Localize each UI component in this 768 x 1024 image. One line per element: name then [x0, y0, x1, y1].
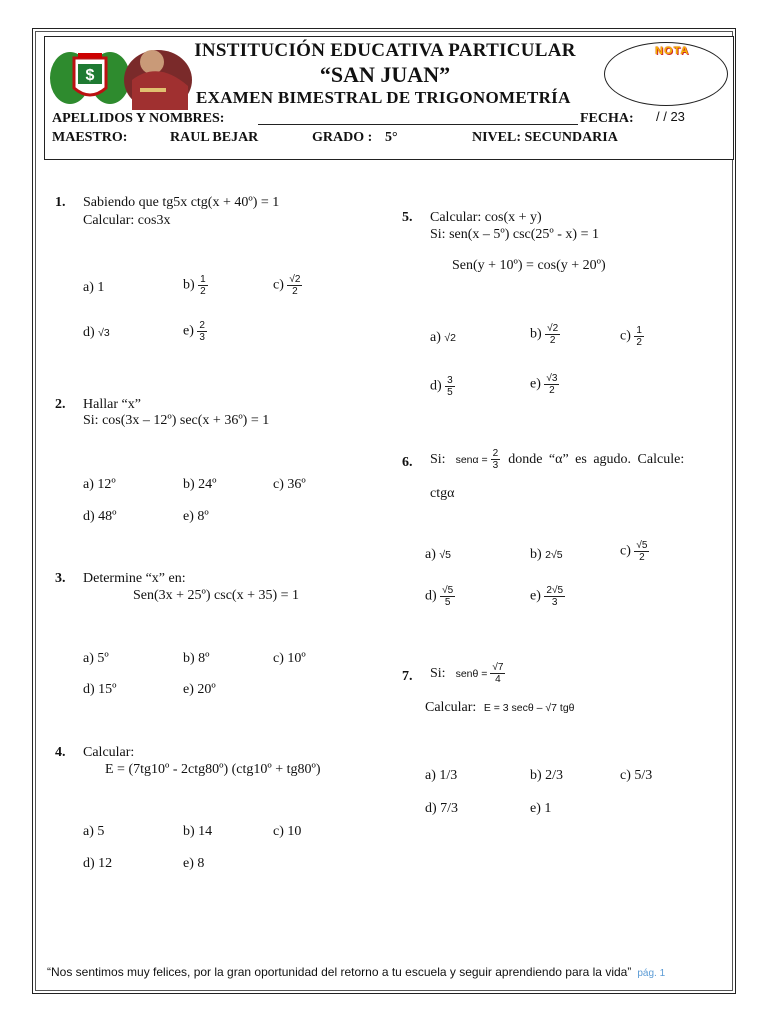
q1-option-e-label: e): [183, 323, 194, 339]
q5-b-numerator: √2: [547, 323, 559, 334]
q6-option-a[interactable]: [425, 547, 451, 563]
q6-option-c[interactable]: [620, 540, 649, 563]
q1-e-denominator: 3: [199, 332, 205, 343]
question-6-ask: ctgα: [430, 486, 455, 501]
q2-option-d[interactable]: d) 48º: [83, 509, 117, 524]
q6-numerator: 2: [492, 448, 499, 459]
q1-option-c[interactable]: [273, 274, 302, 297]
question-4-text: Calcular:: [83, 745, 135, 760]
question-6-number: 6.: [402, 455, 413, 470]
q7-expression: E = 3 secθ – √7 tgθ: [483, 702, 575, 714]
q2-option-c[interactable]: c) 36º: [273, 477, 306, 492]
question-3-equation: Sen(3x + 25º) csc(x + 35) = 1: [133, 588, 300, 603]
q6-option-e-label: e): [530, 588, 541, 604]
institution-title: INSTITUCIÓN EDUCATIVA PARTICULAR: [194, 40, 576, 61]
q1-option-d[interactable]: [83, 325, 110, 341]
q1-option-c-label: c): [273, 277, 284, 293]
q1-c-denominator: 2: [292, 286, 298, 297]
q5-option-a-value: √2: [444, 332, 456, 344]
q6-option-d[interactable]: [425, 585, 455, 608]
q5-option-e[interactable]: [530, 373, 559, 396]
q6-sen: senα =: [455, 453, 488, 466]
q4-option-c[interactable]: c) 10: [273, 824, 302, 839]
q1-e-numerator: 2: [199, 320, 205, 331]
q7-si: Si:: [430, 665, 446, 681]
q6-c-denominator: 2: [639, 552, 645, 563]
q6-option-e-fraction: [544, 585, 565, 608]
q5-c-numerator: 1: [636, 325, 642, 336]
q6-d-denominator: 5: [444, 597, 451, 608]
q7-denominator: 4: [495, 674, 501, 685]
q4-option-e[interactable]: e) 8: [183, 856, 205, 871]
q6-option-c-fraction: [634, 540, 649, 563]
school-name: “SAN JUAN”: [319, 62, 451, 87]
names-line[interactable]: [258, 124, 578, 125]
q2-option-a[interactable]: a) 12º: [83, 477, 116, 492]
q1-c-numerator: √2: [289, 274, 301, 285]
q6-option-e[interactable]: [530, 585, 565, 608]
q4-option-a[interactable]: a) 5: [83, 824, 105, 839]
names-label: APELLIDOS Y NOMBRES:: [52, 111, 225, 126]
q6-denominator: 3: [492, 460, 499, 471]
q5-option-b[interactable]: [530, 323, 560, 346]
q5-option-c-label: c): [620, 328, 631, 344]
q5-d-denominator: 5: [447, 387, 453, 398]
q3-option-a[interactable]: a) 5º: [83, 651, 109, 666]
q5-option-d-label: d): [430, 378, 442, 394]
q4-option-b[interactable]: b) 14: [183, 824, 213, 839]
q4-option-d[interactable]: d) 12: [83, 856, 113, 871]
page-inner-border: [35, 31, 733, 991]
q7-sen: senθ =: [455, 667, 488, 680]
q5-option-b-fraction: [545, 323, 560, 346]
question-1-number: 1.: [55, 195, 66, 210]
question-7-text: [430, 662, 505, 685]
q1-option-e-fraction: [197, 320, 207, 343]
q6-option-b-label: b): [530, 547, 542, 562]
q6-fraction: [491, 448, 501, 471]
q1-option-d-label: d): [83, 325, 95, 340]
q1-option-d-value: √3: [98, 327, 110, 339]
q6-option-c-label: c): [620, 543, 631, 559]
footer-quote: “Nos sentimos muy felices, por la gran oportunidad del retorno a tu escuela y seguir aprendiendo para la vida”: [47, 965, 632, 979]
teacher-name: RAUL BEJAR: [170, 130, 259, 145]
q6-option-a-label: a): [425, 547, 436, 562]
q6-rest: donde “α” es agudo. Calcule:: [508, 451, 685, 467]
q6-option-d-fraction: [440, 585, 455, 608]
q3-option-e[interactable]: e) 20º: [183, 682, 216, 697]
q7-option-a[interactable]: a) 1/3: [425, 768, 458, 783]
q7-option-d[interactable]: d) 7/3: [425, 801, 459, 816]
q5-b-denominator: 2: [549, 335, 556, 346]
q6-si: Si:: [430, 451, 446, 467]
q6-option-d-label: d): [425, 588, 437, 604]
q3-option-d[interactable]: d) 15º: [83, 682, 117, 697]
footer: [47, 965, 665, 979]
question-5-condition-1: Si: sen(x – 5º) csc(25º - x) = 1: [430, 227, 599, 242]
q6-option-a-value: √5: [439, 549, 451, 561]
q2-option-e[interactable]: e) 8º: [183, 509, 209, 524]
level-label: NIVEL: SECUNDARIA: [472, 130, 618, 145]
q5-c-denominator: 2: [636, 337, 642, 348]
question-2-condition: Si: cos(3x – 12º) sec(x + 36º) = 1: [83, 413, 270, 428]
question-1-text: Sabiendo que tg5x ctg(x + 40º) = 1: [83, 195, 280, 210]
q7-calc-label: Calcular:: [425, 700, 477, 715]
q6-option-b[interactable]: [530, 547, 563, 563]
q1-option-c-fraction: [287, 274, 302, 297]
q5-option-d[interactable]: [430, 375, 455, 398]
question-6-text: [430, 448, 712, 471]
q5-e-numerator: √3: [546, 373, 558, 384]
q7-option-c[interactable]: c) 5/3: [620, 768, 653, 783]
q1-option-a[interactable]: a) 1: [83, 280, 105, 295]
question-4-number: 4.: [55, 745, 66, 760]
q5-option-d-fraction: [445, 375, 455, 398]
fecha-value: / / 23: [656, 109, 685, 124]
question-7-number: 7.: [402, 669, 413, 684]
question-1-ask: Calcular: cos3x: [83, 213, 171, 228]
q3-option-c[interactable]: c) 10º: [273, 651, 306, 666]
q1-b-denominator: 2: [200, 286, 206, 297]
question-2-number: 2.: [55, 397, 66, 412]
q7-option-e[interactable]: e) 1: [530, 801, 552, 816]
q6-d-numerator: √5: [442, 585, 454, 596]
q5-option-e-fraction: [544, 373, 559, 396]
question-3-number: 3.: [55, 571, 66, 586]
q2-option-b[interactable]: b) 24º: [183, 477, 217, 492]
page-number: pág. 1: [637, 968, 666, 979]
q5-option-c[interactable]: [620, 325, 644, 348]
question-7-ask: [425, 700, 575, 716]
q7-numerator: √7: [492, 662, 504, 673]
grade-value: 5°: [385, 130, 398, 145]
question-5-condition-2: Sen(y + 10º) = cos(y + 20º): [452, 258, 606, 273]
q6-e-denominator: 3: [551, 597, 558, 608]
teacher-label: MAESTRO:: [52, 130, 128, 145]
q7-option-b[interactable]: b) 2/3: [530, 768, 564, 783]
question-4-expression: E = (7tg10º - 2ctg80º) (ctg10º + tg80º): [105, 762, 321, 777]
q1-option-e[interactable]: [183, 320, 207, 343]
exam-title: EXAMEN BIMESTRAL DE TRIGONOMETRÍA: [196, 88, 571, 107]
svg-text:$: $: [85, 67, 95, 84]
q5-option-e-label: e): [530, 376, 541, 392]
question-5-text: Calcular: cos(x + y): [430, 210, 542, 225]
question-2-text: Hallar “x”: [83, 397, 141, 412]
q6-e-numerator: 2√5: [546, 585, 564, 596]
q6-c-numerator: √5: [636, 540, 648, 551]
q5-option-a-label: a): [430, 330, 441, 345]
q5-option-b-label: b): [530, 326, 542, 342]
fecha-label: FECHA:: [580, 111, 634, 126]
q5-d-numerator: 3: [447, 375, 453, 386]
q1-b-numerator: 1: [200, 274, 206, 285]
q6-option-b-value: 2√5: [545, 549, 563, 561]
q1-option-b[interactable]: [183, 274, 208, 297]
q5-e-denominator: 2: [549, 385, 555, 396]
q1-option-b-label: b): [183, 277, 195, 293]
q7-fraction: [490, 662, 505, 685]
question-3-text: Determine “x” en:: [83, 571, 186, 586]
question-5-number: 5.: [402, 210, 413, 225]
nota-label: NOTA: [655, 45, 690, 57]
grade-label: GRADO :: [312, 130, 373, 145]
q5-option-a[interactable]: [430, 330, 456, 346]
q3-option-b[interactable]: b) 8º: [183, 651, 210, 666]
q5-option-c-fraction: [634, 325, 644, 348]
q1-option-b-fraction: [198, 274, 208, 297]
